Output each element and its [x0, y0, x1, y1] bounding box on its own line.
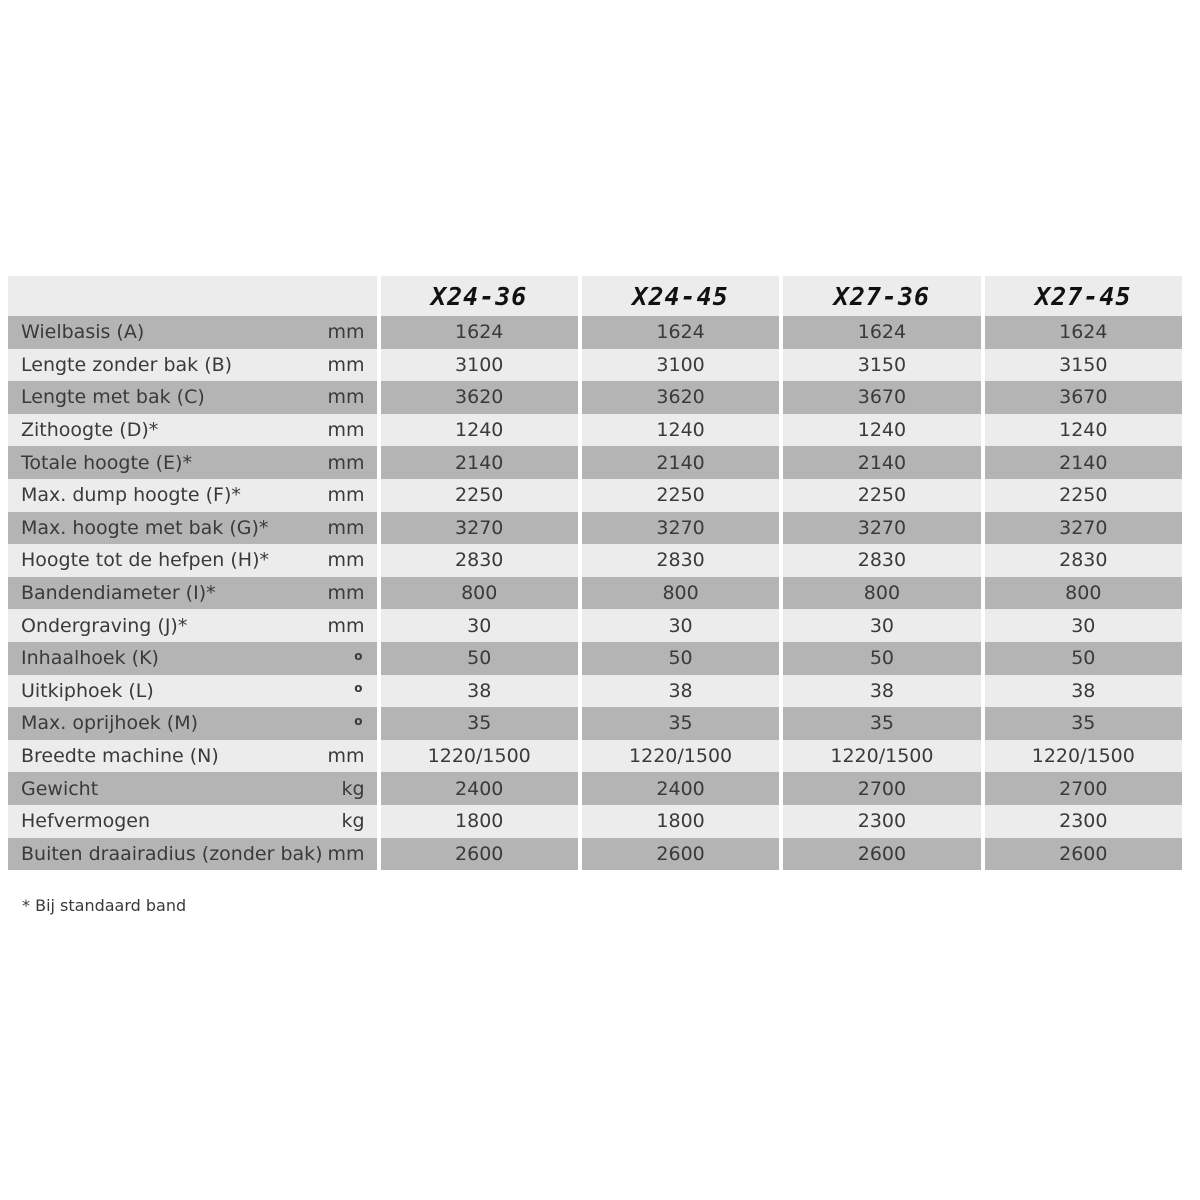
- spec-row: [8, 381, 1182, 414]
- spec-row: [8, 642, 1182, 675]
- model-header: X24-36: [381, 276, 578, 316]
- spec-value: 1240: [783, 414, 980, 447]
- spec-unit: mm: [327, 386, 365, 409]
- spec-unit: mm: [327, 582, 365, 605]
- spec-label-cell: [8, 609, 377, 642]
- spec-label-cell: [8, 349, 377, 382]
- spec-label: Max. dump hoogte (F)*: [21, 484, 241, 507]
- spec-value: 1220/1500: [381, 740, 578, 773]
- spec-label: Lengte zonder bak (B): [21, 353, 233, 376]
- spec-row: [8, 349, 1182, 382]
- spec-row: [8, 316, 1182, 349]
- spec-value: 1220/1500: [582, 740, 779, 773]
- spec-value: 2300: [985, 805, 1182, 838]
- footnote: * Bij standaard band: [22, 896, 187, 915]
- spec-value: 2600: [985, 838, 1182, 871]
- spec-row: [8, 772, 1182, 805]
- spec-value: 38: [985, 675, 1182, 708]
- spec-row: [8, 805, 1182, 838]
- spec-label-cell: [8, 642, 377, 675]
- spec-unit: mm: [327, 353, 365, 376]
- spec-value: 3670: [985, 381, 1182, 414]
- spec-value: 2250: [381, 479, 578, 512]
- spec-value: 1624: [783, 316, 980, 349]
- spec-value: 2700: [783, 772, 980, 805]
- spec-value: 30: [783, 609, 980, 642]
- spec-unit: mm: [327, 321, 365, 344]
- spec-label: Breedte machine (N): [21, 745, 219, 768]
- spec-label: Max. oprijhoek (M): [21, 712, 199, 735]
- spec-value: 2830: [985, 544, 1182, 577]
- spec-value: 2250: [582, 479, 779, 512]
- spec-value: 50: [381, 642, 578, 675]
- spec-value: 2830: [381, 544, 578, 577]
- spec-value: 3620: [582, 381, 779, 414]
- spec-label-cell: [8, 544, 377, 577]
- spec-label: Lengte met bak (C): [21, 386, 205, 409]
- spec-value: 2140: [783, 446, 980, 479]
- spec-value: 38: [783, 675, 980, 708]
- spec-row: [8, 512, 1182, 545]
- spec-value: 2300: [783, 805, 980, 838]
- spec-unit: mm: [327, 516, 365, 539]
- spec-value: 2600: [582, 838, 779, 871]
- spec-label: Ondergraving (J)*: [21, 614, 188, 637]
- spec-value: 1624: [985, 316, 1182, 349]
- spec-value: 1220/1500: [783, 740, 980, 773]
- spec-label: Buiten draairadius (zonder bak): [21, 842, 323, 865]
- spec-value: 35: [783, 707, 980, 740]
- spec-label: Inhaalhoek (K): [21, 647, 159, 670]
- spec-label-cell: [8, 316, 377, 349]
- spec-label-cell: [8, 772, 377, 805]
- spec-value: 800: [985, 577, 1182, 610]
- spec-value: 35: [985, 707, 1182, 740]
- spec-row: [8, 609, 1182, 642]
- spec-value: 3100: [381, 349, 578, 382]
- spec-unit: mm: [327, 419, 365, 442]
- spec-value: 3270: [381, 512, 578, 545]
- spec-row: [8, 544, 1182, 577]
- spec-value: 2600: [783, 838, 980, 871]
- spec-value: 1220/1500: [985, 740, 1182, 773]
- spec-row: [8, 675, 1182, 708]
- spec-unit: o: [354, 681, 363, 696]
- spec-unit: mm: [327, 745, 365, 768]
- spec-row: [8, 414, 1182, 447]
- spec-row: [8, 446, 1182, 479]
- spec-value: 3620: [381, 381, 578, 414]
- spec-unit: kg: [341, 810, 365, 833]
- spec-row: [8, 479, 1182, 512]
- spec-unit: mm: [327, 842, 365, 865]
- spec-value: 35: [582, 707, 779, 740]
- spec-value: 3270: [783, 512, 980, 545]
- spec-value: 30: [381, 609, 578, 642]
- spec-value: 2400: [381, 772, 578, 805]
- spec-label-cell: [8, 838, 377, 871]
- model-header: X27-45: [985, 276, 1182, 316]
- spec-unit: o: [354, 648, 363, 663]
- spec-unit: mm: [327, 614, 365, 637]
- spec-label: Wielbasis (A): [21, 321, 145, 344]
- model-header: X24-45: [582, 276, 779, 316]
- spec-value: 2250: [985, 479, 1182, 512]
- spec-value: 2250: [783, 479, 980, 512]
- spec-label: Totale hoogte (E)*: [21, 451, 192, 474]
- spec-value: 50: [985, 642, 1182, 675]
- spec-label: Zithoogte (D)*: [21, 419, 159, 442]
- header-row: [8, 276, 1182, 316]
- spec-label-cell: [8, 675, 377, 708]
- spec-value: 2600: [381, 838, 578, 871]
- spec-value: 38: [381, 675, 578, 708]
- spec-value: 35: [381, 707, 578, 740]
- spec-value: 3150: [985, 349, 1182, 382]
- spec-row: [8, 707, 1182, 740]
- spec-unit: kg: [341, 777, 365, 800]
- spec-unit: mm: [327, 451, 365, 474]
- spec-label-cell: [8, 381, 377, 414]
- spec-label: Max. hoogte met bak (G)*: [21, 516, 269, 539]
- spec-value: 800: [582, 577, 779, 610]
- spec-value: 3150: [783, 349, 980, 382]
- spec-value: 38: [582, 675, 779, 708]
- spec-label-cell: [8, 805, 377, 838]
- spec-unit: mm: [327, 484, 365, 507]
- spec-value: 1240: [582, 414, 779, 447]
- spec-body: [8, 316, 1182, 870]
- spec-row: [8, 838, 1182, 871]
- spec-value: 2140: [582, 446, 779, 479]
- spec-label: Gewicht: [21, 777, 99, 800]
- spec-row: [8, 577, 1182, 610]
- spec-label: Uitkiphoek (L): [21, 679, 154, 702]
- spec-value: 30: [582, 609, 779, 642]
- spec-value: 3270: [985, 512, 1182, 545]
- spec-value: 50: [783, 642, 980, 675]
- spec-label-cell: [8, 512, 377, 545]
- spec-value: 1800: [582, 805, 779, 838]
- spec-value: 1624: [582, 316, 779, 349]
- spec-label: Hoogte tot de hefpen (H)*: [21, 549, 269, 572]
- spec-label-cell: [8, 414, 377, 447]
- spec-value: 1800: [381, 805, 578, 838]
- spec-label-cell: [8, 740, 377, 773]
- spec-label-cell: [8, 707, 377, 740]
- spec-value: 2400: [582, 772, 779, 805]
- spec-unit: o: [354, 713, 363, 728]
- spec-value: 3100: [582, 349, 779, 382]
- spec-value: 3670: [783, 381, 980, 414]
- spec-label-cell: [8, 446, 377, 479]
- spec-label-cell: [8, 479, 377, 512]
- spec-value: 1240: [381, 414, 578, 447]
- spec-table: [4, 276, 1186, 870]
- spec-value: 800: [381, 577, 578, 610]
- spec-value: 50: [582, 642, 779, 675]
- spec-label-cell: [8, 577, 377, 610]
- spec-value: 30: [985, 609, 1182, 642]
- spec-value: 1624: [381, 316, 578, 349]
- header-corner: [8, 276, 377, 316]
- spec-value: 2830: [582, 544, 779, 577]
- spec-row: [8, 740, 1182, 773]
- spec-value: 2700: [985, 772, 1182, 805]
- spec-value: 1240: [985, 414, 1182, 447]
- spec-unit: mm: [327, 549, 365, 572]
- spec-value: 2140: [381, 446, 578, 479]
- spec-value: 2140: [985, 446, 1182, 479]
- spec-label: Bandendiameter (I)*: [21, 582, 216, 605]
- model-header: X27-36: [783, 276, 980, 316]
- spec-value: 2830: [783, 544, 980, 577]
- spec-label: Hefvermogen: [21, 810, 151, 833]
- spec-value: 800: [783, 577, 980, 610]
- spec-value: 3270: [582, 512, 779, 545]
